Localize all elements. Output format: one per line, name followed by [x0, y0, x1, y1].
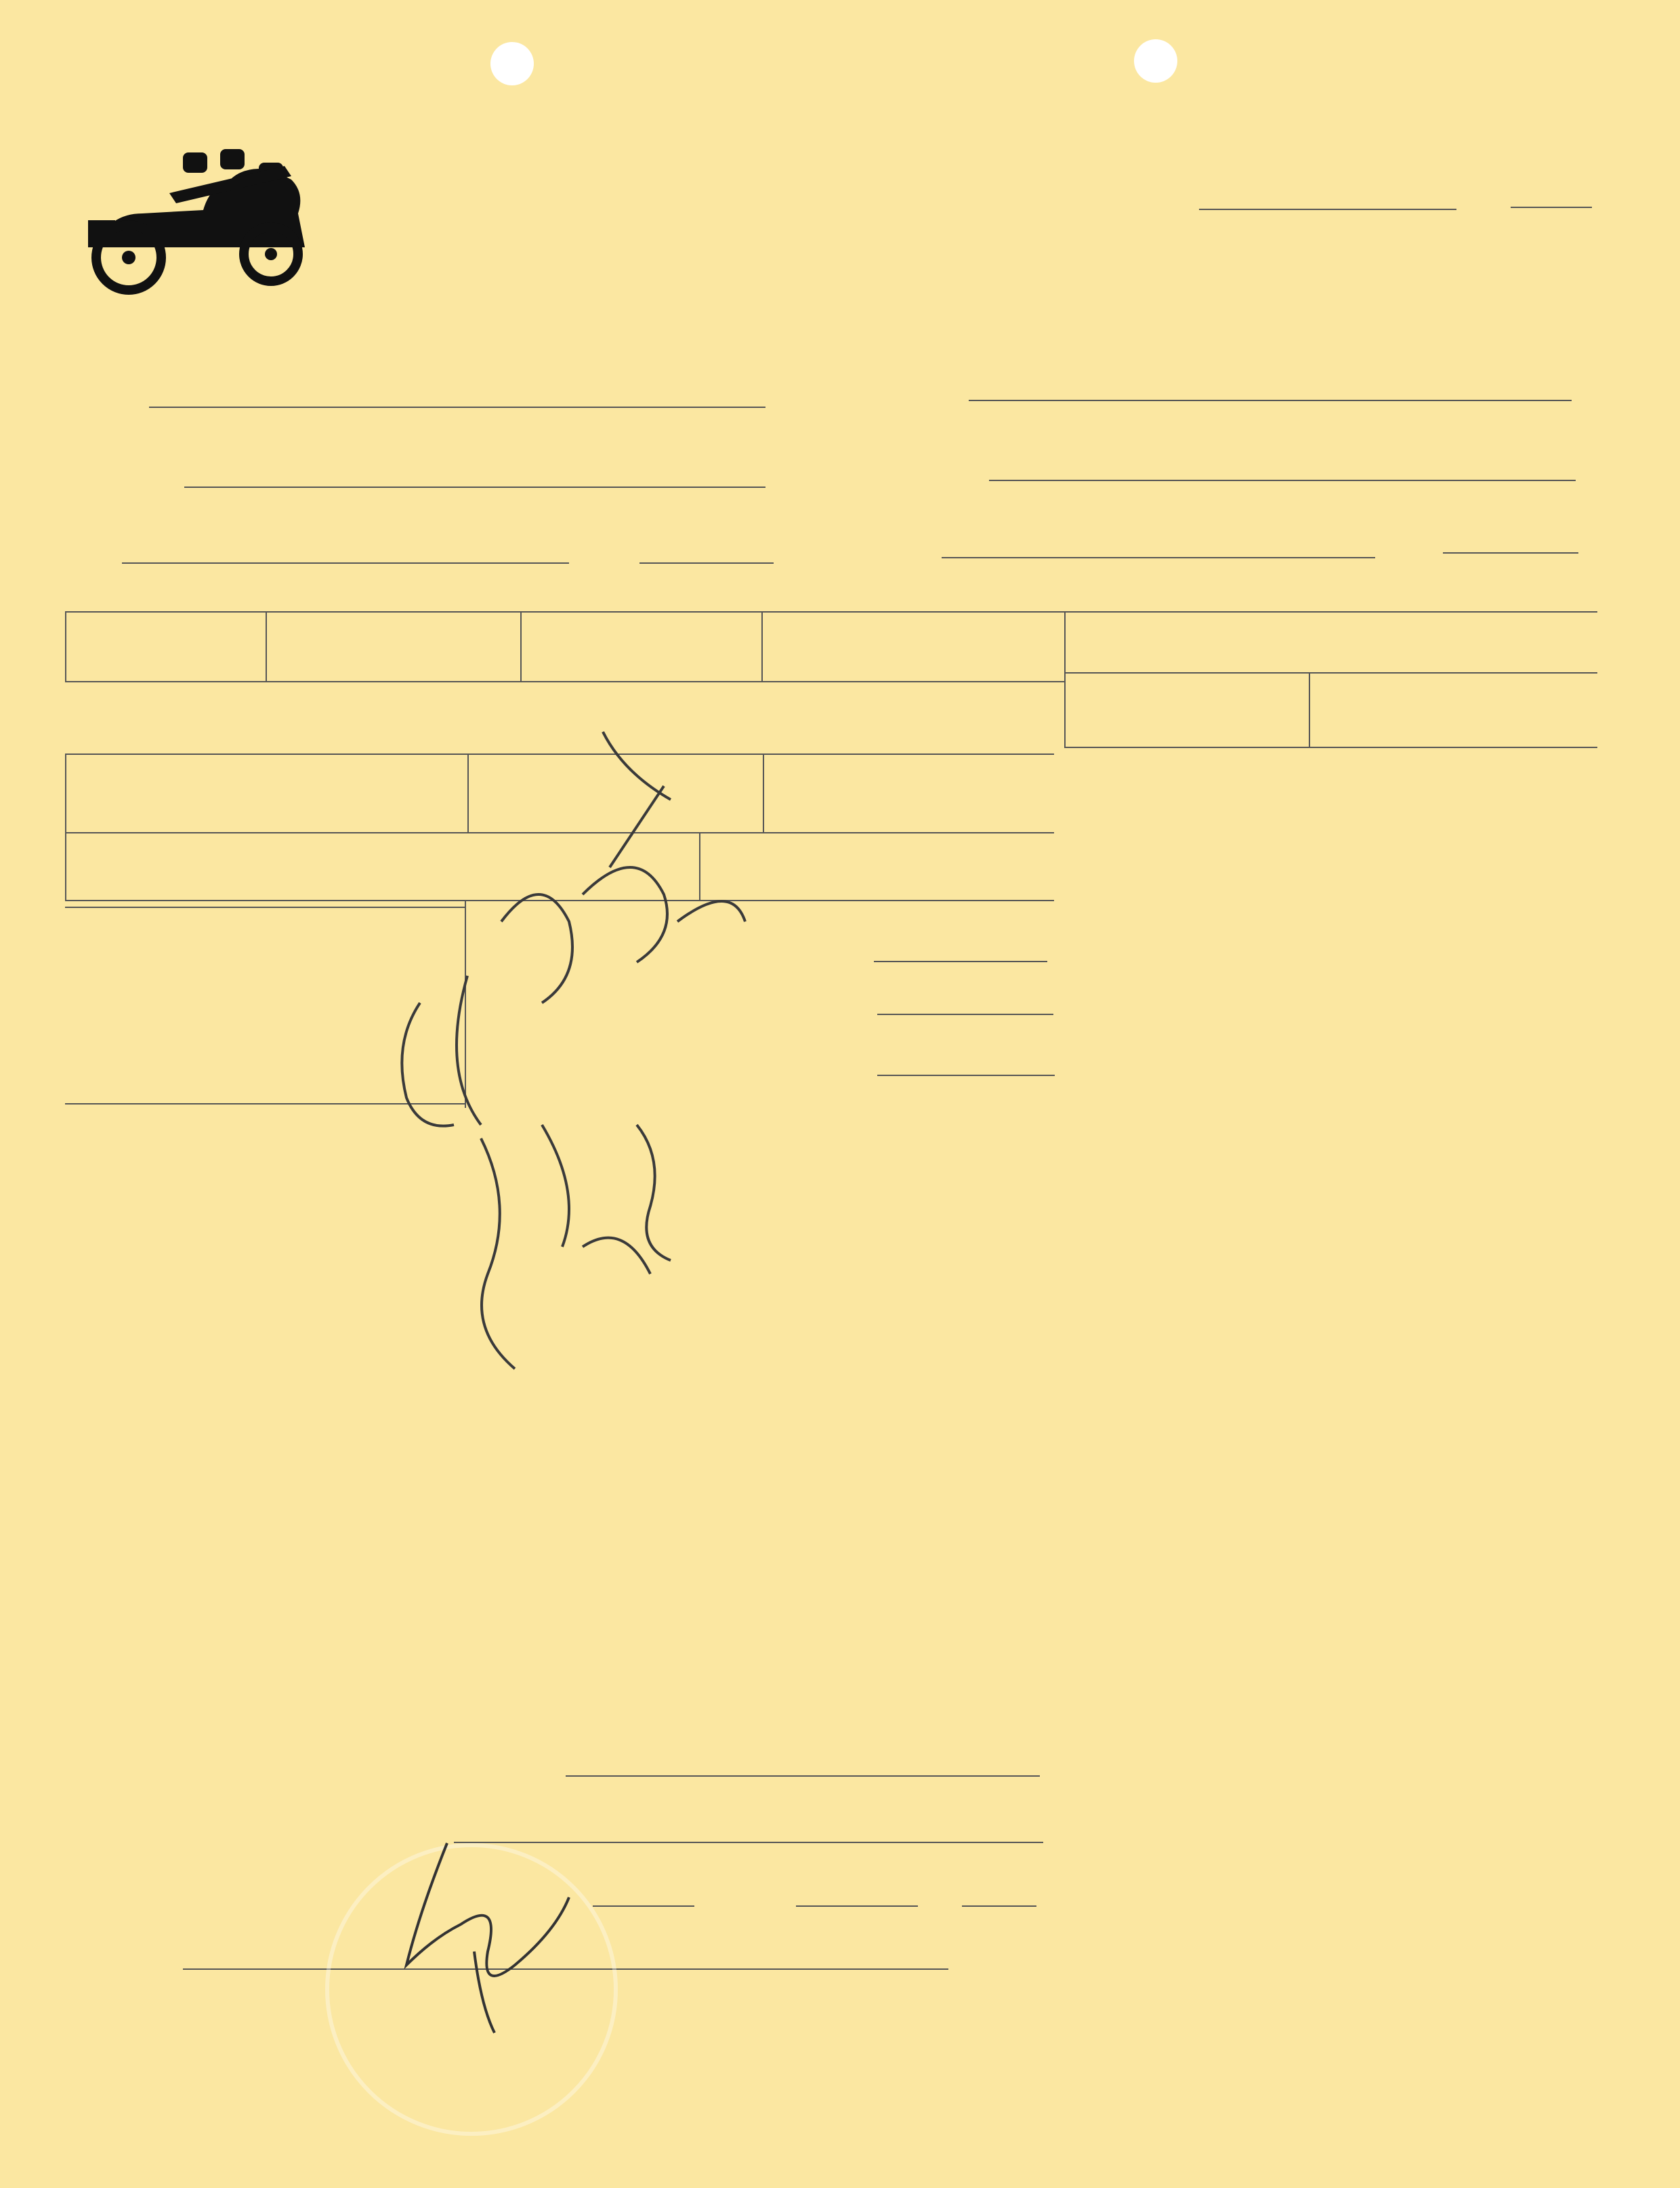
buyer-zip-line — [639, 562, 774, 564]
net-credit-line — [877, 1075, 1055, 1076]
vehicle-col-6 — [1309, 672, 1310, 747]
dealer-zip-line — [1443, 552, 1578, 554]
vehicle-col-1 — [65, 611, 66, 681]
date-year-line — [1511, 207, 1592, 208]
tradein-col-1 — [65, 754, 66, 900]
receipt-line — [566, 1775, 1040, 1777]
right-panel-top — [1064, 747, 1597, 748]
date-line — [1199, 209, 1456, 210]
dealer-name-line — [969, 400, 1572, 401]
punch-hole-right — [1134, 39, 1177, 83]
dealer-address-line — [989, 480, 1576, 481]
vehicle-col-5 — [1064, 611, 1066, 747]
sworn-day-line — [593, 1905, 694, 1907]
vehicle-col-4 — [761, 611, 763, 681]
sworn-year-line — [962, 1905, 1036, 1907]
buyer-address-line — [184, 487, 765, 488]
vehicle-row-bottom — [65, 681, 1064, 682]
vehicle-row-bottom-right — [1064, 672, 1597, 674]
dealer-city-line — [942, 557, 1375, 558]
less-balance-line — [877, 1014, 1053, 1015]
allowance-line — [874, 961, 1047, 962]
vehicle-col-3 — [520, 611, 522, 681]
buyer-city-line — [122, 562, 569, 564]
vehicle-col-2 — [266, 611, 267, 681]
vehicle-row-top — [65, 611, 1597, 613]
seller-signature-scrawl-icon — [393, 1830, 596, 2046]
sworn-month-line — [796, 1905, 918, 1907]
punch-hole-left — [490, 42, 534, 85]
charges-panel — [1064, 772, 1597, 2012]
handwritten-copy-marks-icon — [379, 718, 786, 1531]
antique-car-logo-icon — [68, 139, 312, 295]
buyer-name-line — [149, 407, 765, 408]
